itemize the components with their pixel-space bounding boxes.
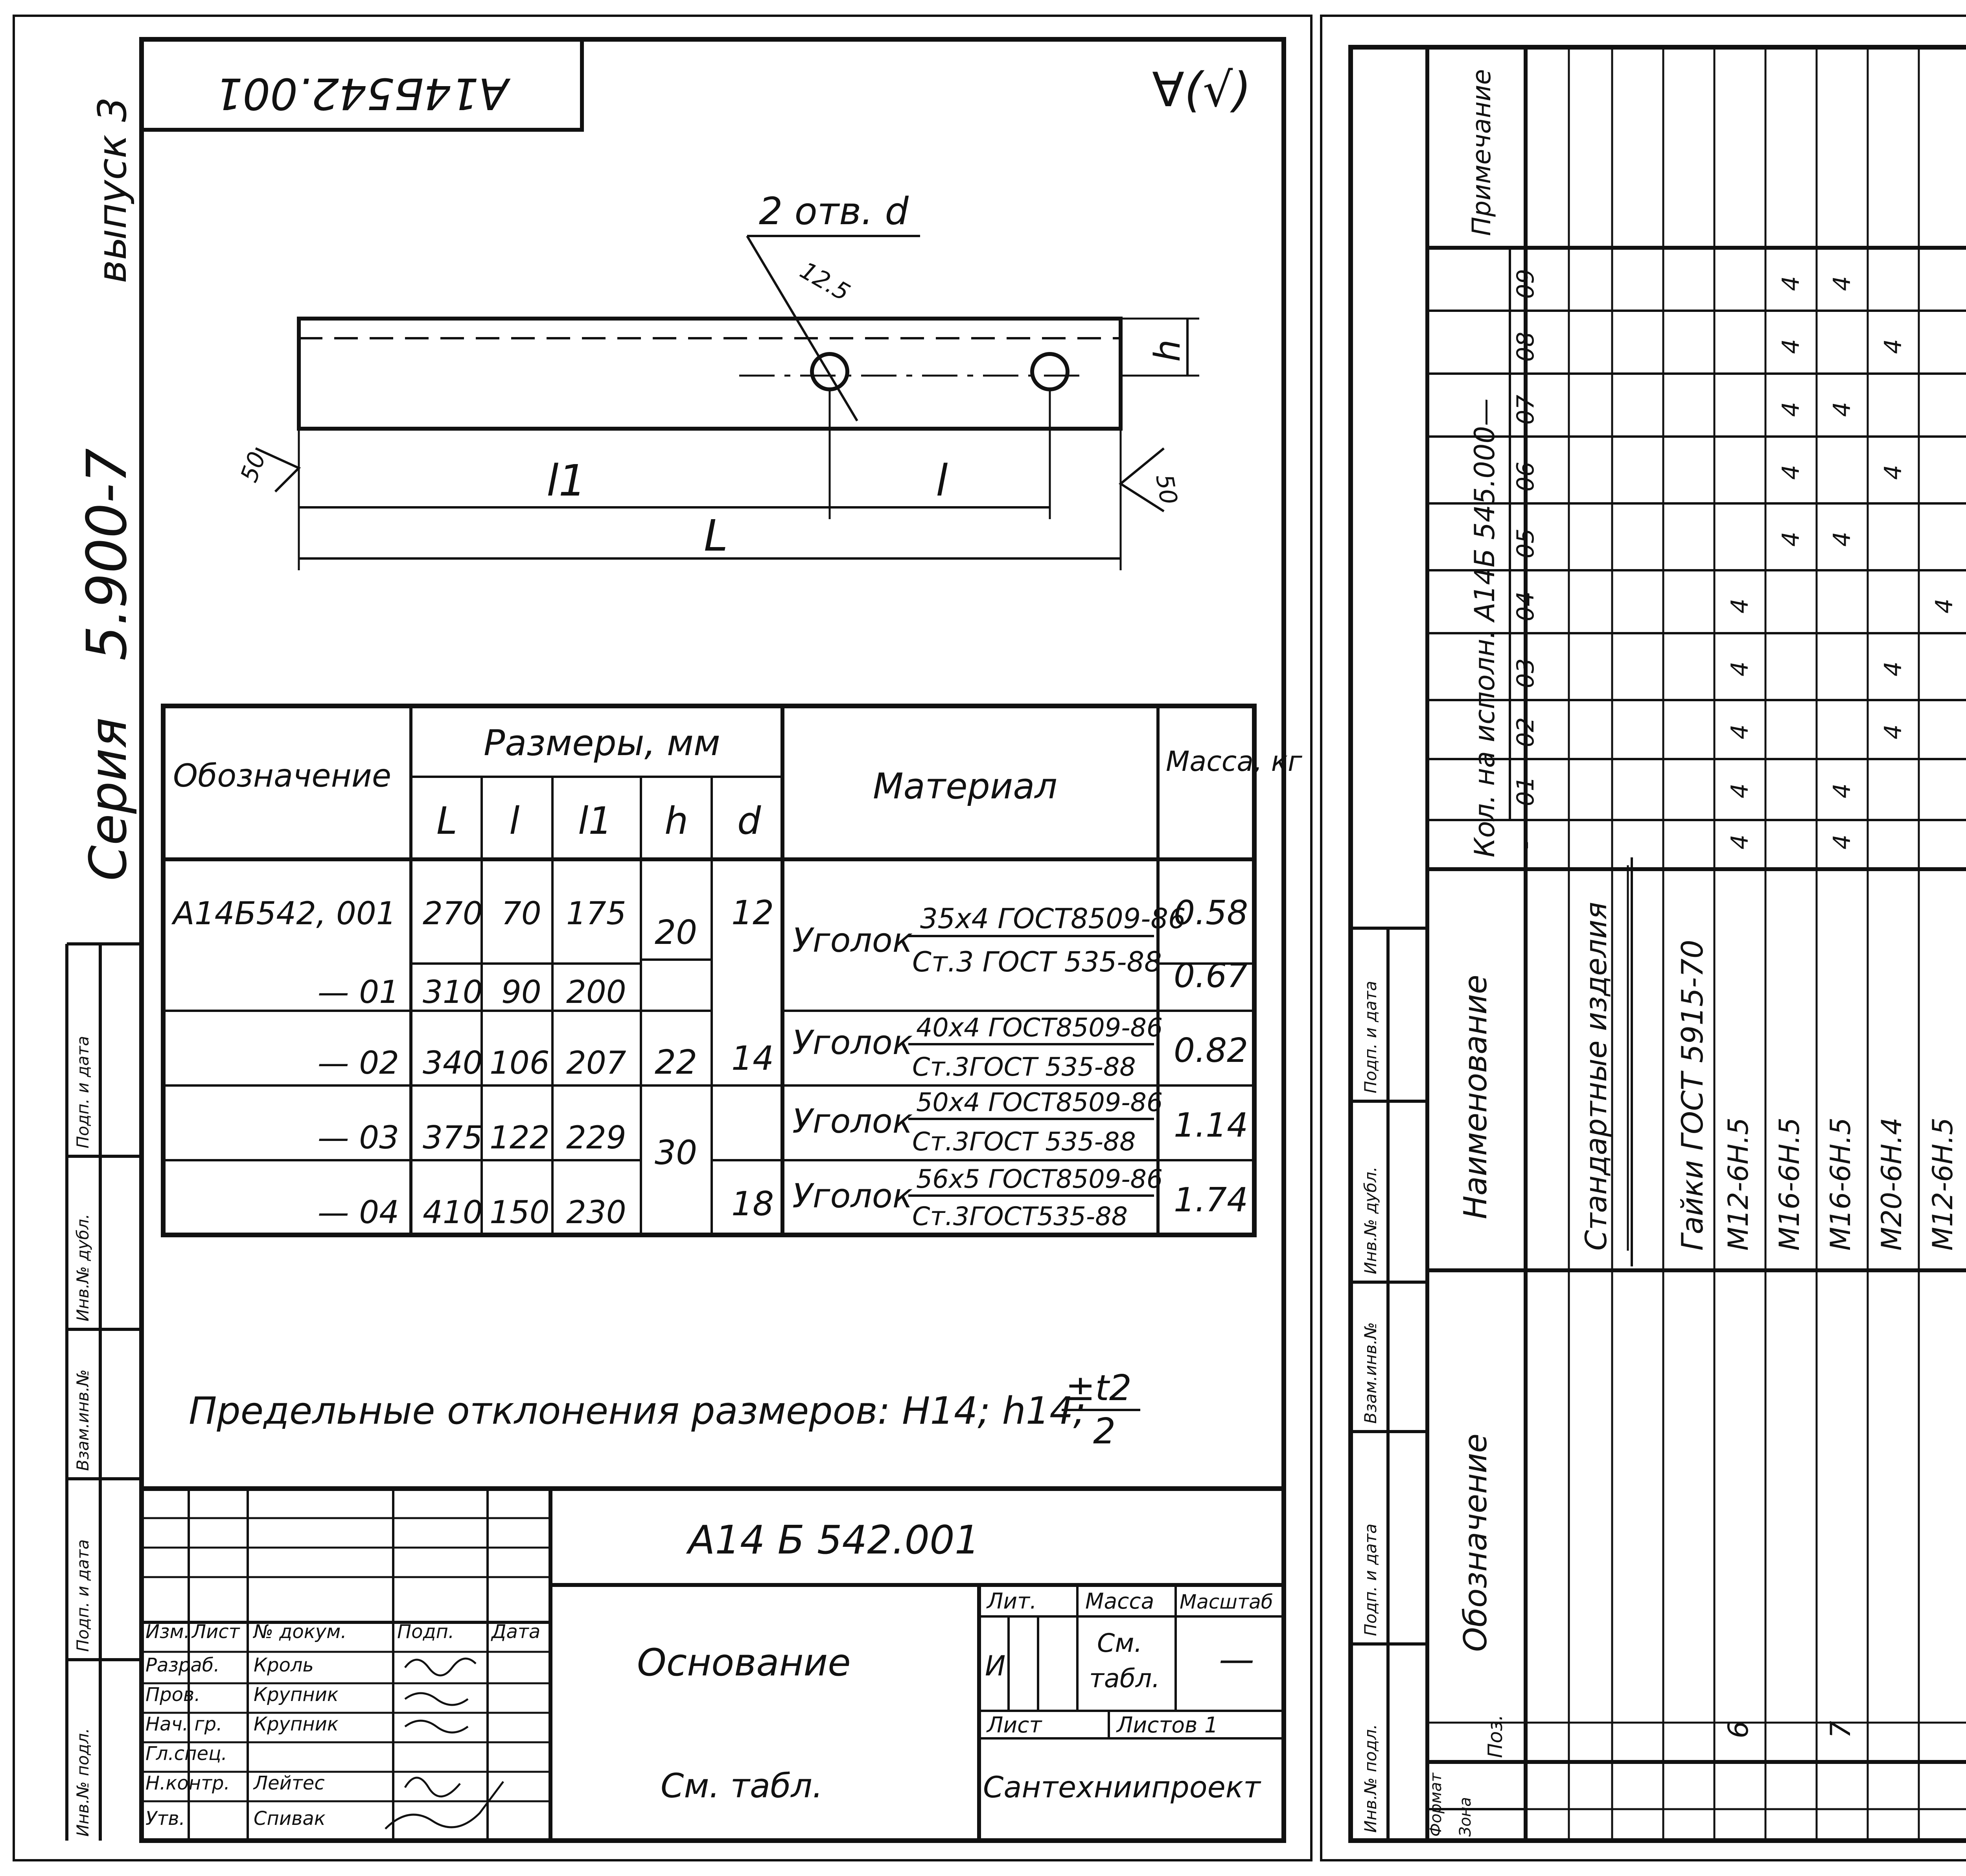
qty-cell: 4 (1879, 724, 1907, 739)
row-mass: 0.67 (1174, 956, 1248, 995)
col-zone: Зона (1456, 1797, 1474, 1837)
row-l: 150 (490, 1194, 550, 1231)
dim-h: h (1147, 339, 1188, 362)
variant-label: 08 (1512, 332, 1539, 362)
right-binding-strip (1351, 928, 1427, 1841)
row-l: 106 (490, 1045, 550, 1081)
row-name: М12-6Н.5 (1927, 1117, 1959, 1251)
angle-right: 50 (1150, 472, 1183, 507)
sub-l1: l1 (578, 800, 612, 843)
top-code: А14Б542.001 (215, 68, 508, 119)
row-L: 270 (423, 895, 483, 932)
dim-L: L (704, 510, 728, 561)
row-designation: А14Б542, 001 (173, 895, 396, 932)
dim-l1: l1 (547, 455, 586, 506)
row-material-top: 56х5 ГОСТ8509-86 (916, 1165, 1163, 1194)
tolerance-note: Предельные отклонения размеров: H14; h14; (189, 1389, 1086, 1433)
qty-cell: 4 (1726, 783, 1754, 798)
series-number: 5.900-7 (75, 448, 139, 661)
row-L: 375 (423, 1119, 483, 1156)
row-material-name: Уголок (792, 1102, 913, 1141)
row-l: 70 (501, 895, 541, 932)
tb-role: Гл.спец. (145, 1743, 227, 1765)
tolerance-fraction-bottom: 2 (1093, 1411, 1116, 1452)
qty-cell: 4 (1726, 598, 1754, 614)
qty-row-m16 (1777, 276, 1805, 547)
row-d: 18 (731, 1185, 774, 1224)
row-name: М12-6Н.5 (1722, 1117, 1754, 1251)
variant-label: 02 (1512, 717, 1539, 747)
row-mass: 1.74 (1174, 1181, 1248, 1220)
row-material-bottom: Ст.3ГОСТ 535-88 (912, 1052, 1136, 1082)
row-l: 122 (490, 1119, 550, 1156)
tb-role: Разраб. (145, 1654, 220, 1676)
tb-name: Кроль (254, 1654, 314, 1676)
qty-cell: 4 (1828, 276, 1856, 291)
row-L: 340 (423, 1045, 483, 1081)
row-name: Гайки ГОСТ 5915-70 (1675, 940, 1710, 1251)
qty-cell: 4 (1828, 783, 1856, 798)
stamp-cell-3: Взам.инв.№ (1361, 1322, 1380, 1424)
row-L: 410 (423, 1194, 483, 1231)
row-l1: 207 (566, 1045, 626, 1081)
row-material-bottom: Ст.3ГОСТ535-88 (912, 1202, 1128, 1231)
header-dimensions: Размеры, мм (484, 722, 720, 764)
tb-col: Лист (192, 1621, 240, 1643)
qty-cell: 4 (1879, 464, 1907, 480)
row-l1: 200 (566, 974, 626, 1010)
row-pos: 7 (1824, 1721, 1857, 1738)
qty-cell: 4 (1726, 834, 1754, 850)
variant-label: 05 (1512, 528, 1539, 558)
right-inner-frame (1351, 47, 1966, 1841)
row-material-top: 50х4 ГОСТ8509-86 (916, 1088, 1163, 1117)
signature-scribble (385, 1782, 503, 1829)
col-pos: Поз. (1484, 1714, 1507, 1758)
row-name: М20-6Н.4 (1876, 1117, 1908, 1251)
row-h: 20 (655, 913, 698, 952)
row-l: 90 (501, 974, 541, 1010)
mass-label: Масса (1085, 1589, 1154, 1614)
tb-name: Крупник (254, 1684, 339, 1706)
qty-cell: 4 (1828, 834, 1856, 850)
tb-col: Дата (492, 1621, 541, 1643)
signature-scribble (405, 1778, 460, 1797)
sub-h: h (665, 800, 688, 843)
stamp-cell-5: Инв.№ подл. (73, 1728, 92, 1837)
lit-value: И (985, 1650, 1006, 1682)
col-designation: Обозначение (1457, 1433, 1494, 1652)
qty-cell: 4 (1777, 339, 1805, 354)
hole-2 (1032, 354, 1068, 389)
part-drawing (235, 190, 1199, 570)
tb-role: Н.контр. (145, 1772, 230, 1794)
row-designation: — 04 (317, 1194, 399, 1231)
qty-cell: 4 (1777, 276, 1805, 291)
stamp-cell-4: Подп. и дата (73, 1539, 92, 1652)
row-d: 12 (731, 894, 774, 932)
title-material: См. табл. (661, 1767, 823, 1806)
tolerance-fraction-top: ±t2 (1066, 1367, 1132, 1409)
tb-role: Пров. (145, 1684, 201, 1706)
left-sheet (14, 16, 1311, 1860)
header-material: Материал (873, 766, 1057, 807)
tb-role: Утв. (145, 1808, 185, 1830)
qty-row-m20 (1879, 339, 1907, 739)
row-material-name: Уголок (792, 921, 913, 960)
issue-label: выпуск 3 (89, 97, 135, 283)
signature-scribble (405, 1659, 476, 1675)
series-label: Серия (78, 717, 138, 881)
mass-value-1: См. (1097, 1629, 1143, 1658)
tb-name: Спивак (254, 1808, 326, 1830)
sheets-label: Листов 1 (1117, 1712, 1218, 1738)
row-d: 14 (731, 1039, 774, 1078)
tb-col: № докум. (254, 1621, 347, 1643)
row-material-bottom: Ст.3ГОСТ 535-88 (912, 1127, 1136, 1157)
signature-scribble (405, 1693, 468, 1705)
right-sheet (1321, 16, 1966, 1861)
row-mass: 0.82 (1174, 1031, 1248, 1070)
stamp-cell-4: Инв.№ дубл. (1361, 1166, 1380, 1274)
qty-cell: 4 (1828, 531, 1856, 547)
qty-cell: 4 (1777, 402, 1805, 417)
variant-label: 09 (1512, 269, 1539, 299)
chamfer-label: 12.5 (795, 256, 855, 307)
top-code-box (142, 39, 582, 130)
part-outline (299, 319, 1121, 429)
stamp-cell-2: Подп. и дата (1361, 1523, 1380, 1636)
variant-label: 01 (1512, 776, 1539, 806)
qty-cell: 4 (1879, 339, 1907, 354)
parameters-table (163, 706, 1303, 1235)
mass-value-2: табл. (1089, 1664, 1160, 1694)
signature-scribble (405, 1721, 468, 1732)
qty-cell: 4 (1777, 531, 1805, 547)
row-name: Стандартные изделия (1579, 902, 1613, 1251)
header-designation: Обозначение (173, 757, 392, 794)
row-material-top: 40х4 ГОСТ8509-86 (916, 1013, 1163, 1043)
qty-cell: 4 (1726, 724, 1754, 739)
row-h: 22 (655, 1043, 698, 1082)
stamp-cell-3: Взам.инв.№ (73, 1369, 92, 1471)
lit-label: Лит. (987, 1589, 1037, 1614)
qty-cell: 4 (1879, 661, 1907, 676)
col-name: Наименование (1457, 975, 1494, 1219)
scale-label: Масштаб (1180, 1590, 1273, 1613)
row-material-top: 35х4 ГОСТ8509-86 (920, 903, 1186, 935)
right-outer-frame (1321, 16, 1966, 1860)
sub-l: l (509, 800, 520, 843)
left-binding-strip (67, 944, 142, 1841)
stamp-cell-1: Подп. и дата (73, 1036, 92, 1148)
row-designation: — 01 (317, 974, 399, 1010)
row-name: М16-6Н.5 (1824, 1117, 1857, 1251)
left-title-block (142, 1489, 1284, 1841)
row-name: М16-6Н.5 (1773, 1117, 1806, 1251)
qty-cell: 4 (1828, 402, 1856, 417)
variant-label: 07 (1512, 394, 1539, 425)
qty-row-7 (1828, 276, 1856, 850)
row-mass: 1.14 (1174, 1106, 1248, 1145)
title-name: Основание (637, 1641, 851, 1684)
row-designation: — 02 (317, 1045, 399, 1081)
row-L: 310 (423, 974, 483, 1010)
stamp-cell-2: Инв.№ дубл. (73, 1213, 92, 1321)
roughness-mark: ∀(√) (1152, 63, 1252, 118)
variant-label: 06 (1512, 461, 1539, 492)
dim-l: l (936, 455, 948, 506)
row-designation: — 03 (317, 1119, 399, 1156)
angle-left: 50 (235, 448, 272, 486)
row-pos: 6 (1722, 1721, 1754, 1738)
stamp-cell-1: Инв.№ подл. (1361, 1724, 1380, 1833)
stamp-cell-5: Подп. и дата (1361, 980, 1380, 1093)
row-l1: 175 (566, 895, 626, 932)
row-l1: 230 (566, 1194, 626, 1231)
row-h: 30 (655, 1133, 698, 1172)
tb-col: Подп. (397, 1621, 455, 1643)
tb-col: Изм. (145, 1621, 190, 1643)
title-code: А14 Б 542.001 (688, 1517, 980, 1563)
variant-label: - (1512, 841, 1539, 850)
header-mass: Масса, кг (1166, 745, 1302, 778)
specification-table (1427, 47, 1966, 1841)
qty-row-6 (1726, 599, 1754, 850)
tb-name: Крупник (254, 1713, 339, 1735)
row-l1: 229 (566, 1119, 626, 1156)
scale-value: — (1219, 1639, 1254, 1680)
qty-cell: 4 (1726, 661, 1754, 676)
row-material-name: Уголок (792, 1177, 913, 1216)
row-material-name: Уголок (792, 1023, 913, 1062)
row-material-bottom: Ст.3 ГОСТ 535-88 (912, 946, 1162, 978)
sub-d: d (737, 800, 761, 843)
title-organization: Сантехниипроект (983, 1770, 1261, 1804)
leader-line (747, 236, 857, 421)
col-note: Примечание (1467, 69, 1497, 236)
qty-cell: 4 (1931, 598, 1958, 614)
col-qty: Кол. на исполн. А14Б 545.000— (1469, 398, 1501, 857)
tb-name: Лейтес (254, 1772, 325, 1794)
variant-label: 03 (1512, 658, 1539, 688)
row-mass: 0.58 (1174, 894, 1248, 932)
sheet-label: Лист (987, 1712, 1042, 1738)
holes-label: 2 отв. d (759, 190, 909, 233)
sub-L: L (436, 800, 457, 843)
qty-cell: 4 (1777, 464, 1805, 480)
tb-role: Нач. гр. (145, 1713, 223, 1735)
hole-1 (812, 354, 847, 389)
col-format: Формат (1427, 1773, 1445, 1837)
variant-label: 04 (1512, 591, 1539, 621)
qty-row-m12b (1931, 599, 1958, 614)
